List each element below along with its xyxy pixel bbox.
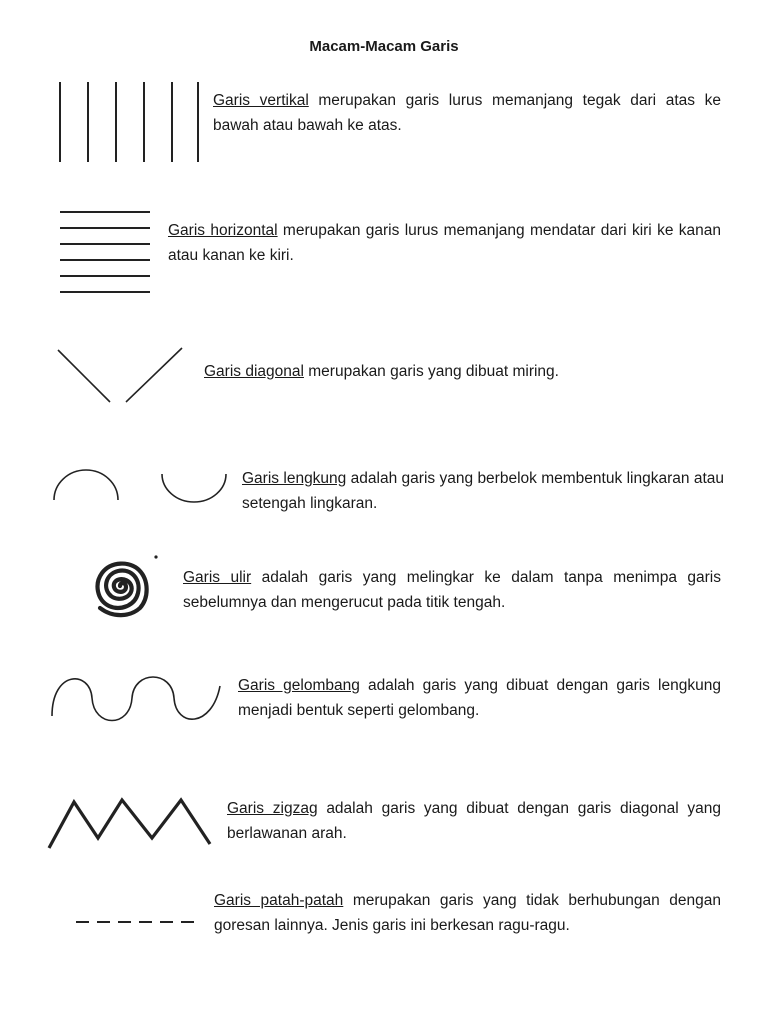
term-dashed: Garis patah-patah [214, 892, 344, 909]
page-title: Macam-Macam Garis [309, 38, 459, 55]
zigzag-line-illustration [46, 794, 216, 854]
dashed-line-illustration [72, 914, 204, 930]
description-spiral: Garis ulir adalah garis yang melingkar ke dalam tanpa menimpa garis sebelumnya dan mengerucut pada titik tengah. [183, 569, 721, 611]
term-wave: Garis gelombang [238, 677, 360, 694]
horizontal-lines-illustration [56, 206, 156, 298]
vertical-lines-illustration [50, 80, 210, 166]
wave-line-illustration [48, 676, 226, 726]
term-diagonal: Garis diagonal [204, 363, 304, 380]
term-zigzag: Garis zigzag [227, 800, 318, 817]
term-curve: Garis lengkung [242, 470, 347, 487]
term-spiral: Garis ulir [183, 569, 252, 586]
term-vertical: Garis vertikal [213, 92, 309, 109]
description-vertical: Garis vertikal merupakan garis lurus memanjang tegak dari atas ke bawah atau bawah ke atas. [213, 92, 721, 134]
curved-lines-illustration [50, 466, 232, 506]
spiral-line-illustration [80, 550, 164, 620]
description-diagonal: Garis diagonal merupakan garis yang dibuat miring. [204, 363, 559, 380]
description-zigzag: Garis zigzag adalah garis yang dibuat dengan garis diagonal yang berlawanan arah. [227, 800, 721, 842]
term-horizontal: Garis horizontal [168, 222, 278, 239]
diagonal-lines-illustration [52, 344, 192, 408]
description-dashed: Garis patah-patah merupakan garis yang tidak berhubungan dengan goresan lainnya. Jenis garis ini berkesan ragu-ragu. [214, 892, 722, 934]
description-horizontal: Garis horizontal merupakan garis lurus memanjang mendatar dari kiri ke kanan atau kanan ke kiri. [168, 222, 722, 264]
description-curve: Garis lengkung adalah garis yang berbelok membentuk lingkaran atau setengah lingkaran. [242, 470, 724, 512]
description-wave: Garis gelombang adalah garis yang dibuat dengan garis lengkung menjadi bentuk seperti gelombang. [238, 677, 721, 719]
